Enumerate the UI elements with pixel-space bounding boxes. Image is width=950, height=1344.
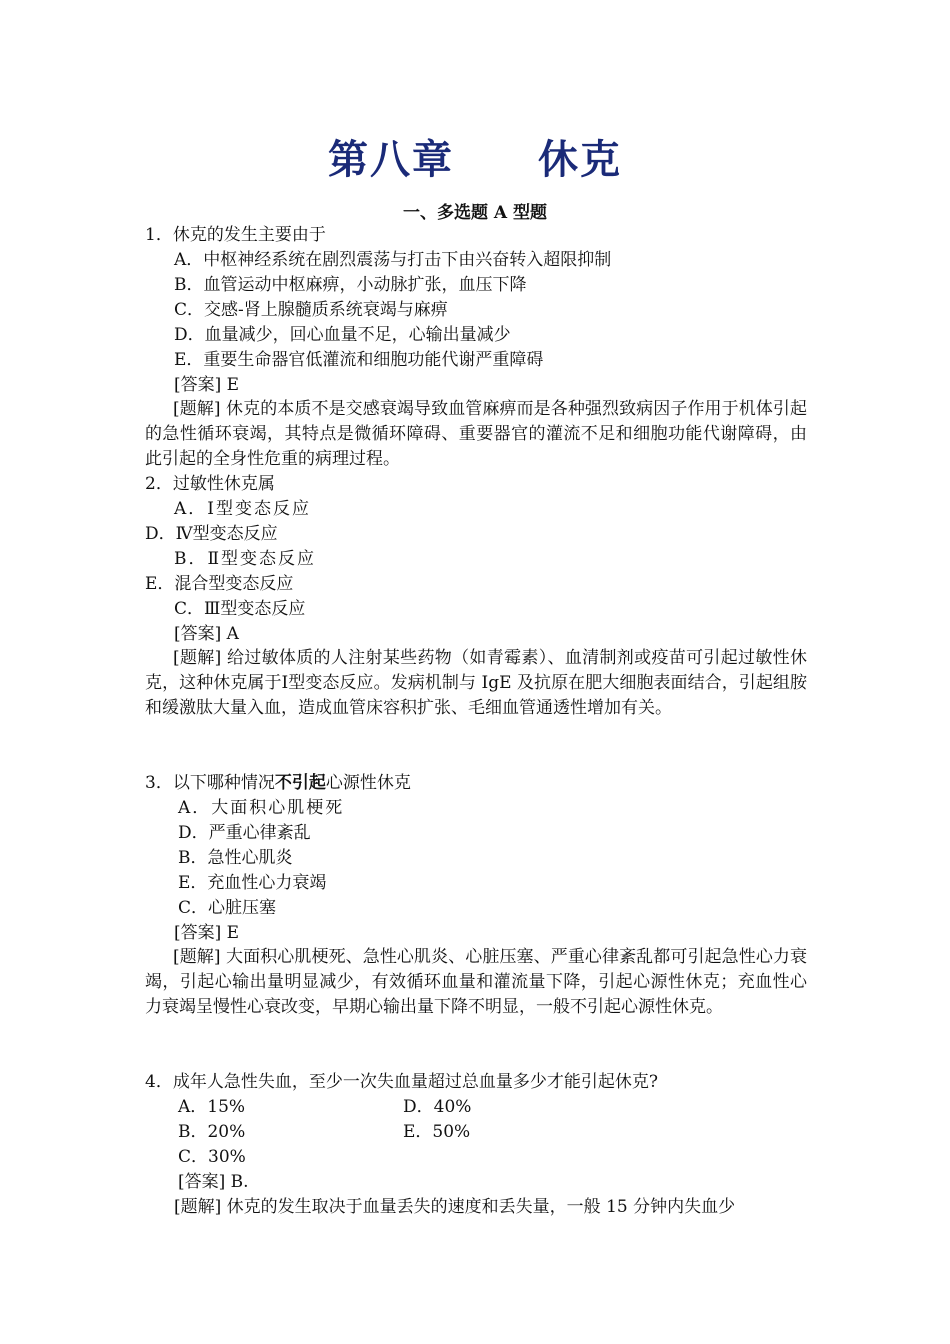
question-4-option-b: B．20% bbox=[178, 1122, 246, 1142]
question-1-option-c: C．交感-肾上腺髓质系统衰竭与麻痹 bbox=[174, 300, 448, 320]
question-4-explanation: [题解] 休克的发生取决于血量丢失的速度和丢失量，一般 15 分钟内失血少 bbox=[174, 1197, 736, 1217]
question-3-option-e: E．充血性心力衰竭 bbox=[178, 873, 327, 893]
question-2-explanation: [题解] 给过敏体质的人注射某些药物（如青霉素）、血清制剂或疫苗可引起过敏性休克，这种休克属于Ⅰ型变态反应。发病机制与 IgE 及抗原在肥大细胞表面结合，引起组胺和缓激肽大量入血，造成血管床容积扩张、毛细血管通透性增加有关。 bbox=[145, 648, 807, 718]
question-1-option-e: E．重要生命器官低灌流和细胞功能代谢严重障碍 bbox=[174, 350, 544, 370]
question-2-option-e: E．混合型变态反应 bbox=[145, 574, 294, 594]
question-4-option-c: C．30% bbox=[178, 1147, 246, 1167]
question-1-option-d: D．血量减少，回心血量不足，心输出量减少 bbox=[174, 325, 511, 345]
question-3-answer: [答案] E bbox=[174, 923, 240, 943]
question-2-option-a: A．Ⅰ型变态反应 bbox=[174, 499, 311, 519]
question-2-option-d: D．Ⅳ型变态反应 bbox=[145, 524, 278, 544]
question-3-explanation: [题解] 大面积心肌梗死、急性心肌炎、心脏压塞、严重心律紊乱都可引起急性心力衰竭，引起心输出量明显减少，有效循环血量和灌流量下降，引起心源性休克；充血性心力衰竭呈慢性心衰改变，早期心输出量下降不明显，一般不引起心源性休克。 bbox=[145, 947, 807, 1017]
question-1-explanation: [题解] 休克的本质不是交感衰竭导致血管麻痹而是各种强烈致病因子作用于机体引起的急性循环衰竭，其特点是微循环障碍、重要器官的灌流不足和细胞功能代谢障碍，由此引起的全身性危重的病理过程。 bbox=[145, 399, 807, 469]
question-2-option-b: B．Ⅱ型变态反应 bbox=[174, 549, 317, 569]
question-2-option-c: C．Ⅲ型变态反应 bbox=[174, 599, 306, 619]
question-3-option-a: A．大面积心肌梗死 bbox=[178, 798, 345, 818]
question-1-stem: 1．休克的发生主要由于 bbox=[145, 225, 326, 245]
question-4-option-e: E．50% bbox=[403, 1122, 471, 1142]
question-4-option-d: D．40% bbox=[403, 1097, 472, 1117]
question-2-answer: [答案] A bbox=[174, 624, 239, 644]
section-heading: 一、多选题 A 型题 bbox=[402, 203, 548, 223]
question-3-emphasis: 不引起 bbox=[274, 773, 326, 793]
question-1-option-a: A．中枢神经系统在剧烈震荡与打击下由兴奋转入超限抑制 bbox=[174, 250, 612, 270]
question-4-answer: [答案] B. bbox=[178, 1172, 249, 1192]
question-3-stem: 3．以下哪种情况不引起心源性休克 bbox=[145, 773, 411, 793]
question-2-stem: 2．过敏性休克属 bbox=[145, 474, 275, 494]
chapter-title: 第八章 休克 bbox=[328, 137, 622, 183]
question-1-option-b: B．血管运动中枢麻痹，小动脉扩张，血压下降 bbox=[174, 275, 527, 295]
question-4-stem: 4．成年人急性失血，至少一次失血量超过总血量多少才能引起休克? bbox=[145, 1072, 658, 1092]
question-4-option-a: A．15% bbox=[178, 1097, 246, 1117]
question-3-option-d: D．严重心律紊乱 bbox=[178, 823, 311, 843]
question-1-answer: [答案] E bbox=[174, 375, 240, 395]
question-3-option-b: B．急性心肌炎 bbox=[178, 848, 293, 868]
question-3-option-c: C．心脏压塞 bbox=[178, 898, 277, 918]
